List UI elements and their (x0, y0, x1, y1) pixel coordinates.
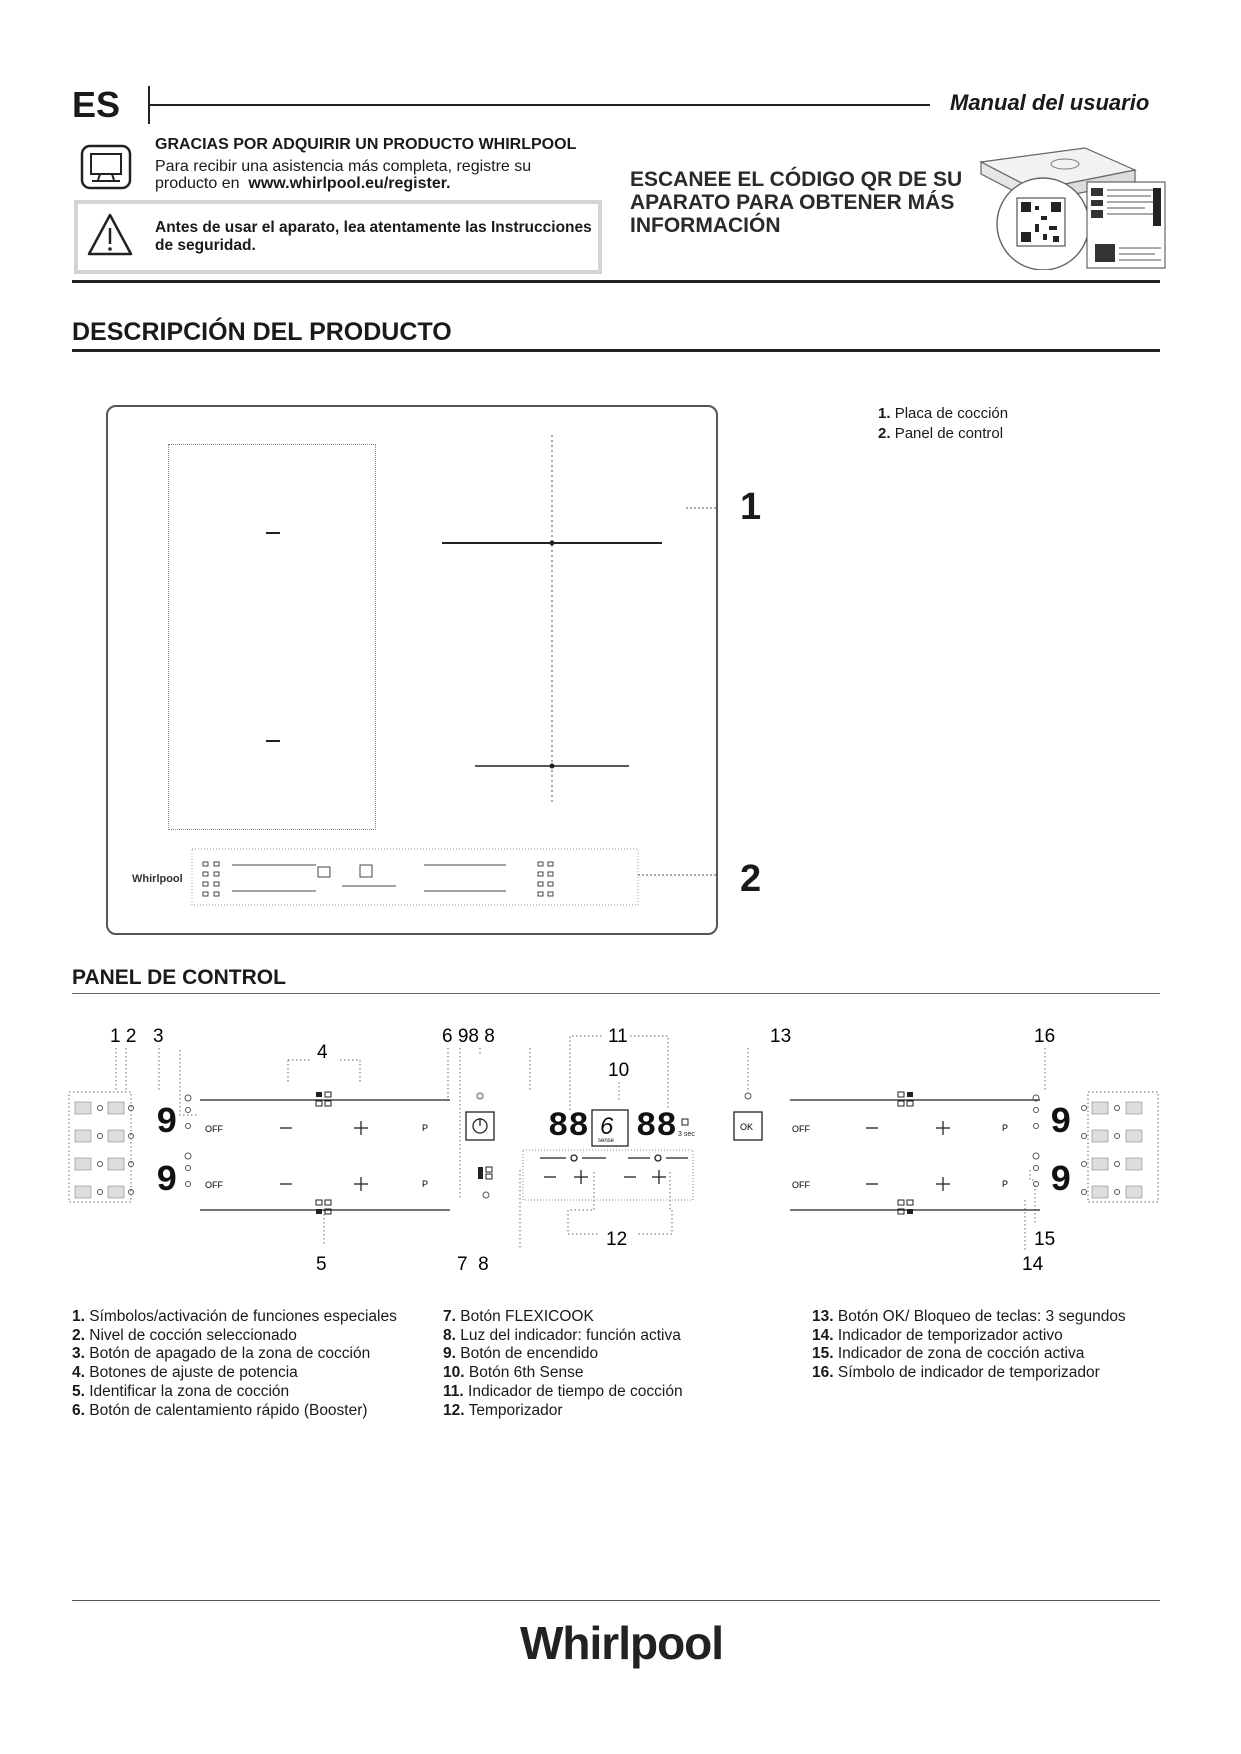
register-prefix: producto en (155, 175, 240, 192)
booster-button: P (422, 1123, 429, 1133)
footer-rule (72, 1600, 1160, 1601)
qr-line-2: APARATO PARA OBTENER MÁS (630, 191, 955, 214)
legend-column-1 (72, 1308, 397, 1420)
label-10: 10 (608, 1060, 630, 1081)
lock-time: 3 sec (678, 1131, 695, 1138)
monitor-icon (80, 144, 132, 190)
legend-column-3 (812, 1308, 1126, 1383)
product-description-title: DESCRIPCIÓN DEL PRODUCTO (72, 318, 452, 346)
qr-label-illustration (975, 140, 1175, 270)
part-item: 1. Placa de cocción (878, 405, 1009, 422)
sixth-sense-label: sense (598, 1138, 615, 1144)
part-item: 2. Panel de control (878, 425, 1004, 442)
booster-button: P (422, 1179, 429, 1189)
callout-control-panel: 2 (740, 858, 762, 900)
warning-icon (86, 212, 134, 258)
booster-button: P (1002, 1123, 1009, 1133)
legend-item: 16. Símbolo de indicador de temporizador (812, 1364, 1100, 1382)
label-5: 5 (316, 1254, 327, 1275)
cooktop-drawing (106, 405, 718, 935)
label-15: 15 (1034, 1229, 1056, 1250)
qr-instructions (630, 168, 970, 237)
register-text (155, 158, 575, 192)
off-button: OFF (792, 1124, 810, 1134)
booster-button: P (1002, 1179, 1009, 1189)
label-6-9-8-8: 6 98 8 (442, 1026, 495, 1047)
power-level-display: 9 (1050, 1102, 1072, 1143)
ok-button: OK (740, 1122, 754, 1132)
label-7-8: 7 8 (457, 1254, 489, 1275)
thanks-title: GRACIAS POR ADQUIRIR UN PRODUCTO WHIRLPOOL (155, 136, 577, 153)
header-separator (72, 280, 1160, 283)
language-code: ES (72, 84, 121, 125)
label-16: 16 (1034, 1026, 1056, 1047)
cooking-time-display: 88 (548, 1108, 589, 1146)
label-11: 11 (608, 1026, 628, 1047)
off-button: OFF (205, 1180, 223, 1190)
label-14: 14 (1022, 1254, 1044, 1275)
header-rule (150, 104, 930, 106)
qr-line-1: ESCANEE EL CÓDIGO QR DE SU (630, 168, 963, 191)
section-rule (72, 349, 1160, 352)
register-line-2 (155, 175, 575, 192)
control-panel-title: PANEL DE CONTROL (72, 966, 286, 989)
label-3: 3 (153, 1026, 164, 1047)
hob-brand: Whirlpool (132, 873, 183, 885)
callout-cooktop: 1 (740, 486, 762, 528)
legend-item: 15. Indicador de zona de cocción activa (812, 1345, 1085, 1363)
off-button: OFF (205, 1124, 223, 1134)
label-1-2: 1 2 (110, 1026, 137, 1047)
legend-item: 9. Botón de encendido (443, 1345, 599, 1363)
parts-list (878, 404, 1008, 444)
legend-item: 3. Botón de apagado de la zona de cocción (72, 1345, 371, 1363)
safety-warning-text (155, 219, 595, 255)
legend-item: 1. Símbolos/activación de funciones especiales (72, 1308, 397, 1325)
warning-line-1: Antes de usar el aparato, lea atentamente las Instrucciones (155, 219, 592, 236)
label-13: 13 (770, 1026, 792, 1047)
label-4: 4 (317, 1042, 328, 1063)
sixth-sense-button: 6 (600, 1113, 614, 1140)
section-rule (72, 993, 1160, 994)
label-12: 12 (606, 1229, 628, 1250)
legend-item: 6. Botón de calentamiento rápido (Booster) (72, 1401, 368, 1419)
off-button: OFF (792, 1180, 810, 1190)
register-link[interactable]: www.whirlpool.eu/register. (248, 175, 451, 192)
legend-item: 8. Luz del indicador: función activa (443, 1326, 681, 1344)
legend-column-2 (443, 1308, 683, 1420)
control-panel-diagram (60, 1020, 1180, 1285)
power-level-display: 9 (156, 1102, 178, 1143)
cooking-time-display: 88 (636, 1108, 677, 1146)
legend-item: 13. Botón OK/ Bloqueo de teclas: 3 segundos (812, 1308, 1126, 1325)
register-line-1: Para recibir una asistencia más completa, registre su (155, 158, 532, 175)
legend-item: 10. Botón 6th Sense (443, 1364, 584, 1382)
power-level-display: 9 (156, 1160, 178, 1201)
legend-item: 5. Identificar la zona de cocción (72, 1382, 290, 1400)
manual-title: Manual del usuario (950, 90, 1150, 115)
legend-item: 7. Botón FLEXICOOK (443, 1308, 594, 1325)
legend-item: 11. Indicador de tiempo de cocción (443, 1382, 683, 1400)
brand-logo: Whirlpool (520, 1617, 724, 1669)
legend-item: 14. Indicador de temporizador activo (812, 1326, 1063, 1344)
qr-line-3: INFORMACIÓN (630, 214, 781, 237)
legend-item: 12. Temporizador (443, 1401, 563, 1419)
warning-line-2: de seguridad. (155, 237, 256, 254)
power-level-display: 9 (1050, 1160, 1072, 1201)
legend-item: 4. Botones de ajuste de potencia (72, 1364, 298, 1382)
legend-item: 2. Nivel de cocción seleccionado (72, 1326, 297, 1344)
